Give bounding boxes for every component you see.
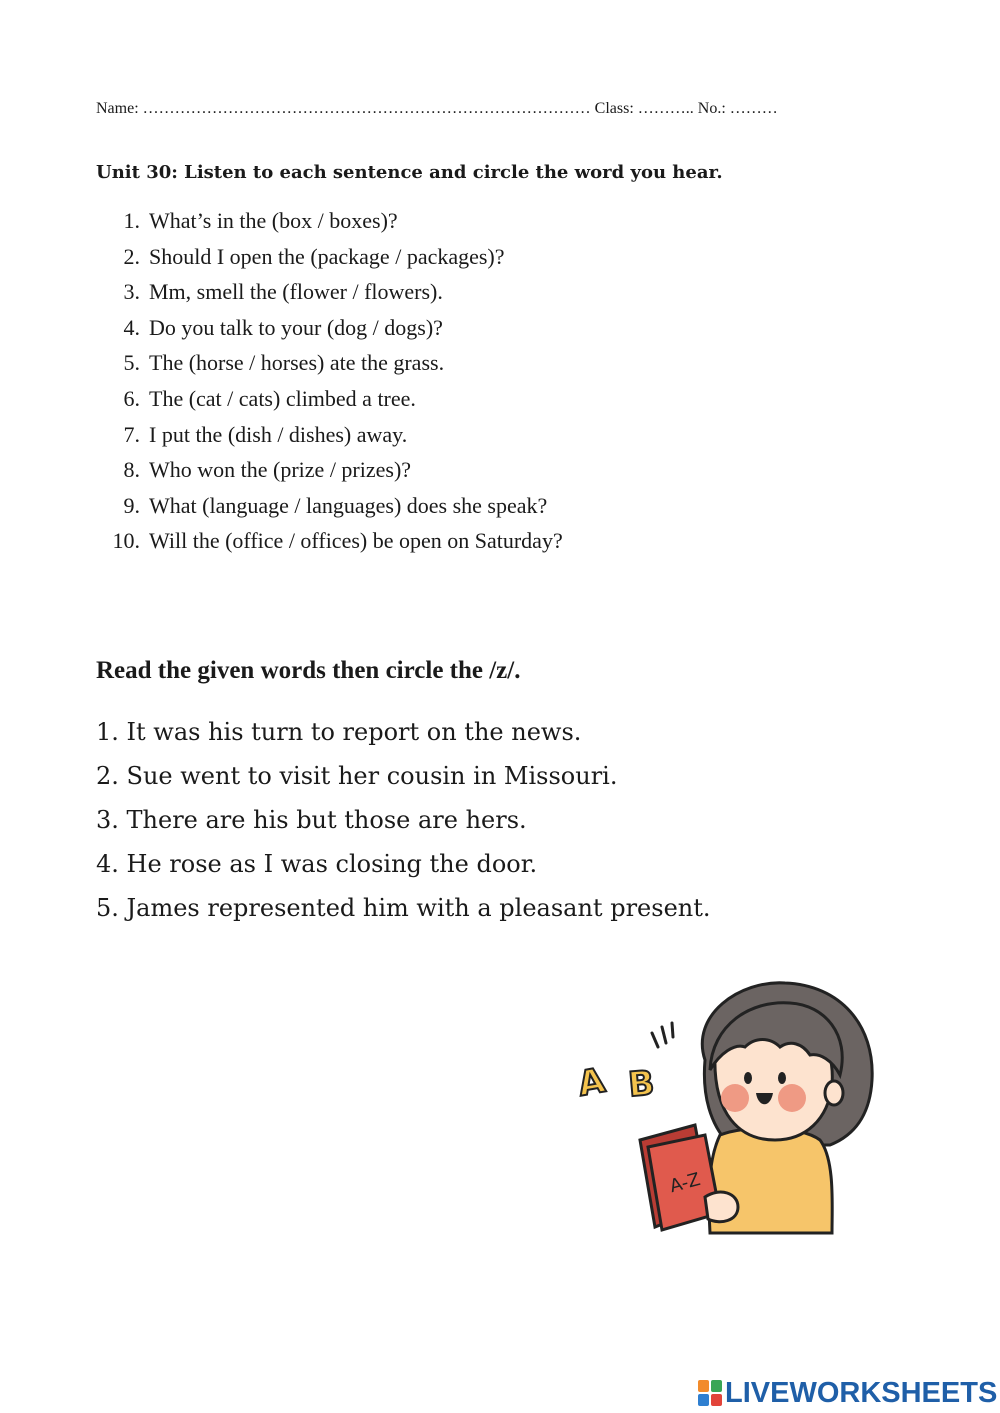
liveworksheets-logo — [697, 1376, 997, 1410]
item-text: The (horse / horses) ate the grass. — [149, 350, 445, 376]
list-item: 4. He rose as I was closing the door. — [96, 850, 538, 878]
list-item: 1. It was his turn to report on the news. — [96, 718, 582, 746]
item-number: 4. — [123, 314, 140, 340]
list-item: 2. Sue went to visit her cousin in Missouri. — [96, 762, 618, 790]
item-text: Should I open the (package / packages)? — [149, 243, 505, 269]
item-text: Do you talk to your (dog / dogs)? — [149, 314, 443, 340]
list-item — [100, 239, 563, 275]
item-text: Mm, smell the (flower / flowers). — [149, 279, 443, 305]
item-text: What (language / languages) does she speak? — [149, 492, 548, 518]
item-text: The (cat / cats) climbed a tree. — [149, 385, 416, 411]
item-number: 6. — [123, 385, 140, 411]
item-number: 5. — [123, 350, 140, 376]
list-item — [100, 417, 563, 453]
list-item — [100, 203, 563, 239]
list-item — [100, 345, 563, 381]
girl-reading-illustration — [570, 975, 890, 1245]
student-info-line: Name: ………………………………………………………………………… Class: ……….. No.: ……… — [96, 100, 778, 117]
item-number: 8. — [123, 457, 140, 483]
list-item — [100, 381, 563, 417]
list-item — [100, 274, 563, 310]
list-item — [100, 310, 563, 346]
letter-a: A — [575, 1060, 609, 1105]
logo-grid-icon — [697, 1379, 723, 1407]
section2-title: Read the given words then circle the /z/. — [96, 657, 521, 684]
list-item: 3. There are his but those are hers. — [96, 806, 527, 834]
letter-b: B — [626, 1063, 656, 1106]
reading-exercise-list — [96, 710, 711, 930]
item-number: 3. — [123, 279, 140, 305]
logo-text: LIVEWORKSHEETS — [725, 1377, 998, 1409]
list-item: 5. James represented him with a pleasant present. — [96, 894, 711, 922]
item-number: 7. — [123, 421, 140, 447]
item-text: Will the (office / offices) be open on Saturday? — [149, 528, 563, 554]
list-item — [100, 523, 563, 559]
item-text: I put the (dish / dishes) away. — [149, 421, 408, 447]
listening-exercise-list — [100, 203, 563, 559]
list-item — [100, 488, 563, 524]
list-item — [100, 452, 563, 488]
item-number: 9. — [123, 492, 140, 518]
section1-title: Unit 30: Listen to each sentence and circle the word you hear. — [96, 162, 723, 183]
item-number: 1. — [123, 208, 140, 233]
book-label: A-Z — [667, 1169, 703, 1198]
item-number: 10. — [112, 528, 140, 554]
item-text: Who won the (prize / prizes)? — [149, 457, 412, 483]
item-text: What’s in the (box / boxes)? — [149, 208, 398, 233]
item-number: 2. — [123, 243, 140, 269]
